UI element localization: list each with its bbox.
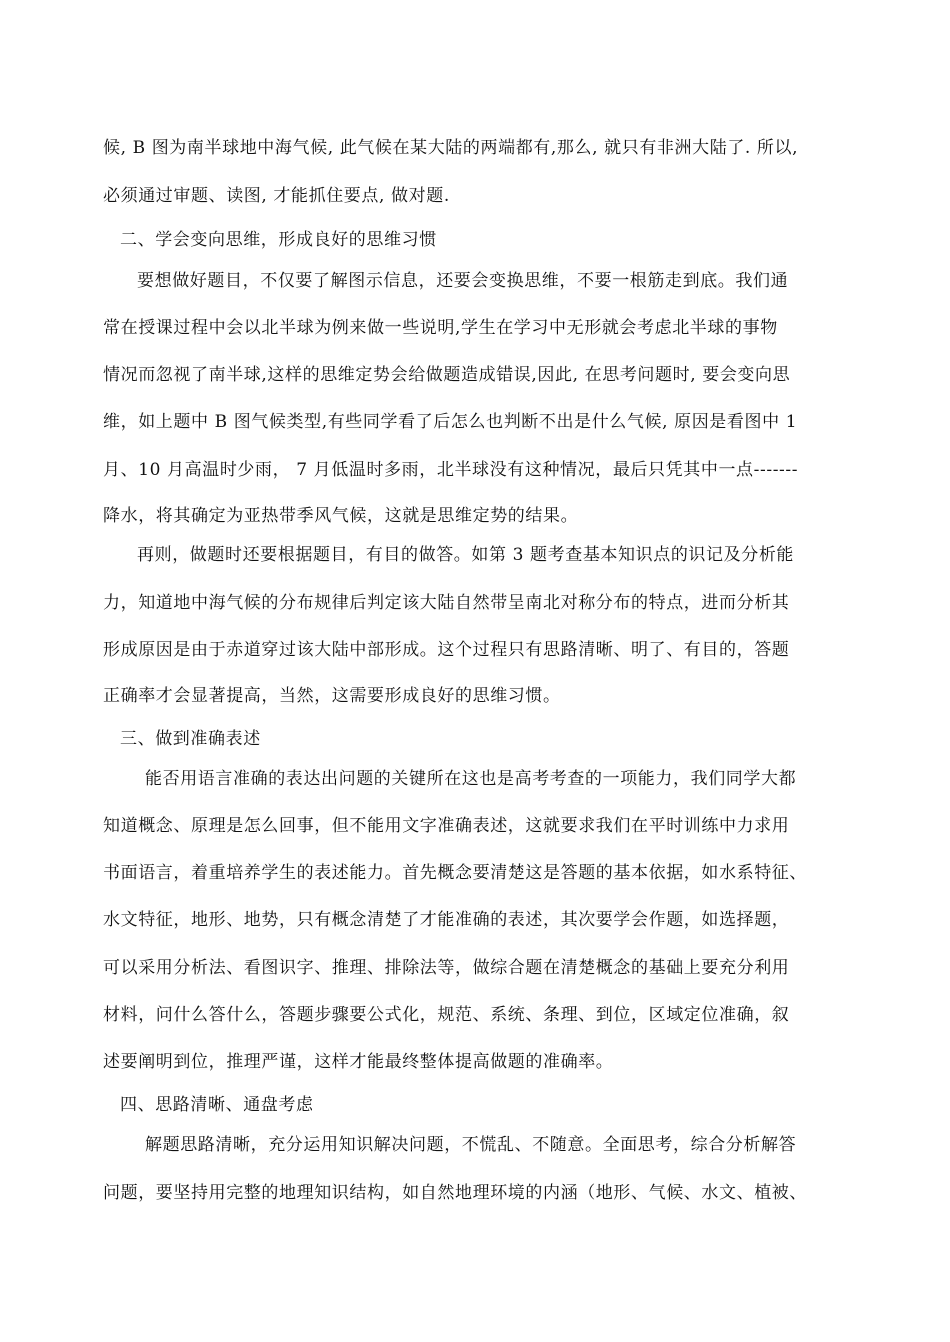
body-line: 可以采用分析法、看图识字、推理、排除法等，做综合题在清楚概念的基础上要充分利用 <box>103 958 790 978</box>
body-line: 候, B 图为南半球地中海气候, 此气候在某大陆的两端都有,那么, 就只有非洲大陆了. 所以, <box>103 138 799 158</box>
body-line: 问题，要坚持用完整的地理知识结构，如自然地理环境的内涵（地形、气候、水文、植被、 <box>103 1183 807 1203</box>
body-line: 维，如上题中 B 图气候类型,有些同学看了后怎么也判断不出是什么气候, 原因是看图中 1 <box>103 412 798 432</box>
body-line: 月、10 月高温时少雨， 7 月低温时多雨，北半球没有这种情况，最后只凭其中一点------- <box>103 460 799 480</box>
section-heading: 二、学会变向思维，形成良好的思维习惯 <box>120 230 437 250</box>
body-line: 常在授课过程中会以北半球为例来做一些说明,学生在学习中无形就会考虑北半球的事物 <box>103 318 778 338</box>
section-heading: 三、做到准确表述 <box>120 729 261 749</box>
body-line: 形成原因是由于赤道穿过该大陆中部形成。这个过程只有思路清晰、明了、有目的，答题 <box>103 640 790 660</box>
paragraph-first-line: 再则，做题时还要根据题目，有目的做答。如第 3 题考查基本知识点的识记及分析能 <box>137 545 795 565</box>
body-line: 述要阐明到位，推理严谨，这样才能最终整体提高做题的准确率。 <box>103 1052 614 1072</box>
body-line: 正确率才会显著提高，当然，这需要形成良好的思维习惯。 <box>103 686 561 706</box>
body-line: 情况而忽视了南半球,这样的思维定势会给做题造成错误,因此, 在思考问题时, 要会变向思 <box>103 365 791 385</box>
body-line: 知道概念、原理是怎么回事，但不能用文字准确表述，这就要求我们在平时训练中力求用 <box>103 816 790 836</box>
body-line: 书面语言，着重培养学生的表述能力。首先概念要清楚这是答题的基本依据，如水系特征、 <box>103 863 807 883</box>
body-line: 材料，问什么答什么，答题步骤要公式化，规范、系统、条理、到位，区域定位准确，叙 <box>103 1005 790 1025</box>
body-line: 必须通过审题、读图, 才能抓住要点, 做对题. <box>103 186 450 206</box>
paragraph-first-line: 解题思路清晰，充分运用知识解决问题，不慌乱、不随意。全面思考，综合分析解答 <box>145 1135 797 1155</box>
paragraph-first-line: 要想做好题目，不仅要了解图示信息，还要会变换思维，不要一根筋走到底。我们通 <box>137 271 789 291</box>
section-heading: 四、思路清晰、通盘考虑 <box>120 1095 314 1115</box>
body-line: 水文特征，地形、地势，只有概念清楚了才能准确的表述，其次要学会作题，如选择题， <box>103 910 790 930</box>
paragraph-first-line: 能否用语言准确的表达出问题的关键所在这也是高考考查的一项能力，我们同学大都 <box>145 769 797 789</box>
body-line: 降水，将其确定为亚热带季风气候，这就是思维定势的结果。 <box>103 506 579 526</box>
body-line: 力，知道地中海气候的分布规律后判定该大陆自然带呈南北对称分布的特点，进而分析其 <box>103 593 790 613</box>
